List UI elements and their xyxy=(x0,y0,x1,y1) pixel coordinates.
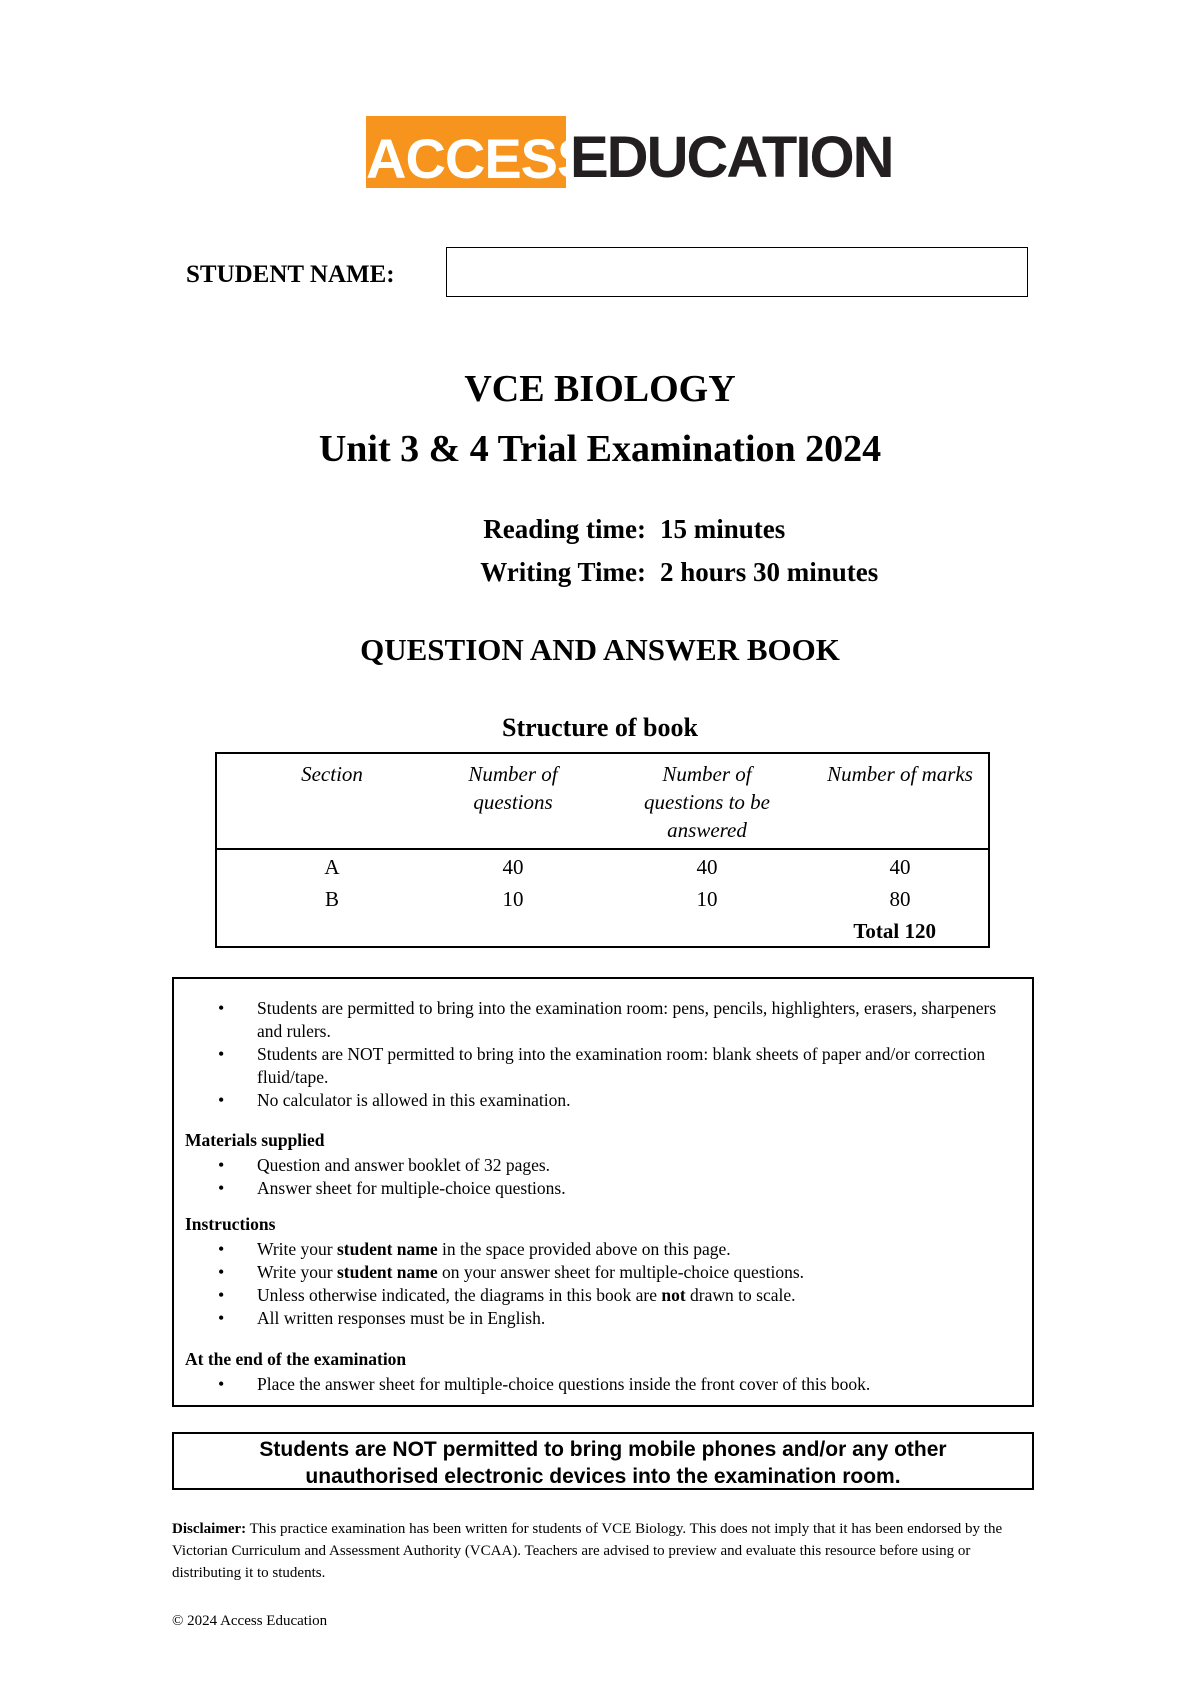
permitted-list xyxy=(174,997,1032,1112)
reading-time-value: 15 minutes xyxy=(660,514,786,544)
table-cell: 80 xyxy=(889,887,911,911)
list-item: • Place the answer sheet for multiple-choice questions inside the front cover of this book. xyxy=(174,1373,1032,1396)
writing-time-value: 2 hours 30 minutes xyxy=(660,557,879,587)
table-cell: 40 xyxy=(502,855,524,879)
exam-subject-title: VCE BIOLOGY xyxy=(464,368,736,410)
header-number-of-marks: Number of marks xyxy=(827,762,973,786)
list-item: • All written responses must be in English. xyxy=(174,1307,1032,1330)
disclaimer-label: Disclaimer: xyxy=(172,1521,247,1537)
table-cell: A xyxy=(324,855,340,879)
list-item: • Write your student name on your answer sheet for multiple-choice questions. xyxy=(174,1261,1032,1284)
list-item: • Answer sheet for multiple-choice questions. xyxy=(174,1177,1032,1200)
header-section: Section xyxy=(301,762,363,786)
exam-unit-title: Unit 3 & 4 Trial Examination 2024 xyxy=(318,428,882,470)
header-number-of-questions: Number of questions xyxy=(468,762,558,814)
list-item: • Students are NOT permitted to bring into the examination room: blank sheets of paper and/or correction fluid/tape. xyxy=(174,1043,1032,1089)
materials-list xyxy=(174,1154,1032,1200)
student-name-field[interactable] xyxy=(446,247,1028,297)
copyright: © 2024 Access Education xyxy=(172,1613,328,1629)
list-item: • Question and answer booklet of 32 pages. xyxy=(174,1154,1032,1177)
disclaimer-text: This practice examination has been written for students of VCE Biology. This does not imply that it has been endorsed by the Victorian Curriculum and Assessment Authority (VCAA). Teachers are advised to preview and evaluate this resource before using or distributing it to students. xyxy=(172,1521,1003,1581)
total-marks: Total 120 xyxy=(853,919,936,943)
structure-table xyxy=(215,752,990,948)
table-cell: 10 xyxy=(696,887,718,911)
student-name-label: STUDENT NAME: xyxy=(186,261,395,288)
warning-line: unauthorised electronic devices into the examination room. xyxy=(305,1465,901,1488)
list-item: • Write your student name in the space provided above on this page. xyxy=(174,1238,1032,1261)
logo-education-text: EDUCATION xyxy=(570,125,893,190)
materials-heading: Materials supplied xyxy=(185,1130,325,1150)
end-of-exam-list xyxy=(174,1373,1032,1396)
table-header xyxy=(217,754,988,850)
book-title: QUESTION AND ANSWER BOOK xyxy=(360,632,840,667)
access-education-logo xyxy=(366,116,893,190)
table-cell: B xyxy=(324,887,339,911)
instructions-list xyxy=(174,1238,1032,1330)
table-cell: 40 xyxy=(696,855,718,879)
logo-access-text: ACCESS xyxy=(366,116,566,188)
end-of-exam-heading: At the end of the examination xyxy=(185,1349,407,1369)
reading-time-label: Reading time: xyxy=(483,514,646,544)
warning-line: Students are NOT permitted to bring mobile phones and/or any other xyxy=(259,1438,947,1461)
list-item: • Unless otherwise indicated, the diagrams in this book are not drawn to scale. xyxy=(174,1284,1032,1307)
instructions-box xyxy=(172,977,1034,1407)
mobile-phone-warning xyxy=(172,1432,1034,1490)
table-cell: 40 xyxy=(889,855,911,879)
writing-time-label: Writing Time: xyxy=(480,557,646,587)
list-item: • Students are permitted to bring into the examination room: pens, pencils, highlighters, erasers, sharpeners and rulers. xyxy=(174,997,1032,1043)
header-questions-to-be-answered: Number of questions to be answered xyxy=(644,762,770,842)
list-item: • No calculator is allowed in this examination. xyxy=(174,1089,1032,1112)
structure-title: Structure of book xyxy=(502,713,698,742)
disclaimer xyxy=(172,1518,1034,1584)
table-cell: 10 xyxy=(502,887,524,911)
instructions-heading: Instructions xyxy=(185,1214,276,1234)
